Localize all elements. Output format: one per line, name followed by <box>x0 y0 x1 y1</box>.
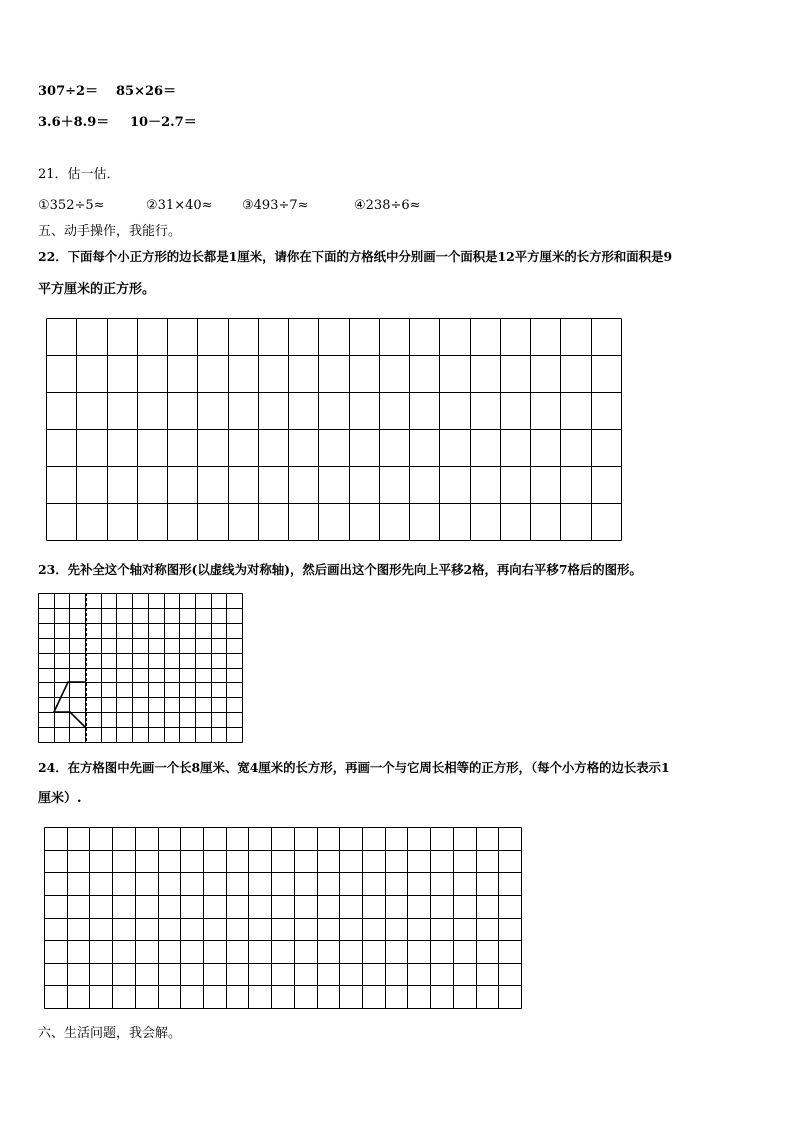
q23-grid[interactable] <box>38 593 243 743</box>
q24-text-line-1: 24．在方格图中先画一个长8厘米、宽4厘米的长方形，再画一个与它周长相等的正方形，（每个小方格的边长表示1 <box>38 760 670 775</box>
q24-grid[interactable] <box>44 827 522 1009</box>
calc-row-1 <box>38 83 176 101</box>
section-6-heading: 六、生活问题，我会解。 <box>38 1026 182 1041</box>
calc-row-2 <box>38 114 197 132</box>
calc-expr-4: 10－2.7＝ <box>130 115 197 130</box>
q21-items <box>38 197 421 215</box>
estimate-item-2: ②31×40≈ <box>146 198 213 213</box>
q24-text-line-2: 厘米）. <box>38 791 82 806</box>
q22-text-line-2: 平方厘米的正方形。 <box>38 282 156 297</box>
estimate-item-1: ①352÷5≈ <box>38 198 105 213</box>
estimate-item-4: ④238÷6≈ <box>354 198 421 213</box>
calc-expr-1: 307÷2＝ <box>38 84 99 99</box>
q22-grid[interactable] <box>46 318 622 541</box>
q22-text-line-1: 22．下面每个小正方形的边长都是1厘米，请你在下面的方格纸中分别画一个面积是12平方厘米的长方形和面积是9 <box>38 249 673 264</box>
q23-text: 23．先补全这个轴对称图形(以虚线为对称轴)，然后画出这个图形先向上平移2格，再向右平移7格后的图形。 <box>38 562 642 577</box>
section-5-heading: 五、动手操作，我能行。 <box>38 224 182 239</box>
calc-expr-2: 85×26＝ <box>116 84 177 99</box>
q21-title: 21．估一估． <box>38 167 120 182</box>
calc-expr-3: 3.6＋8.9＝ <box>38 115 110 130</box>
estimate-item-3: ③493÷7≈ <box>242 198 309 213</box>
